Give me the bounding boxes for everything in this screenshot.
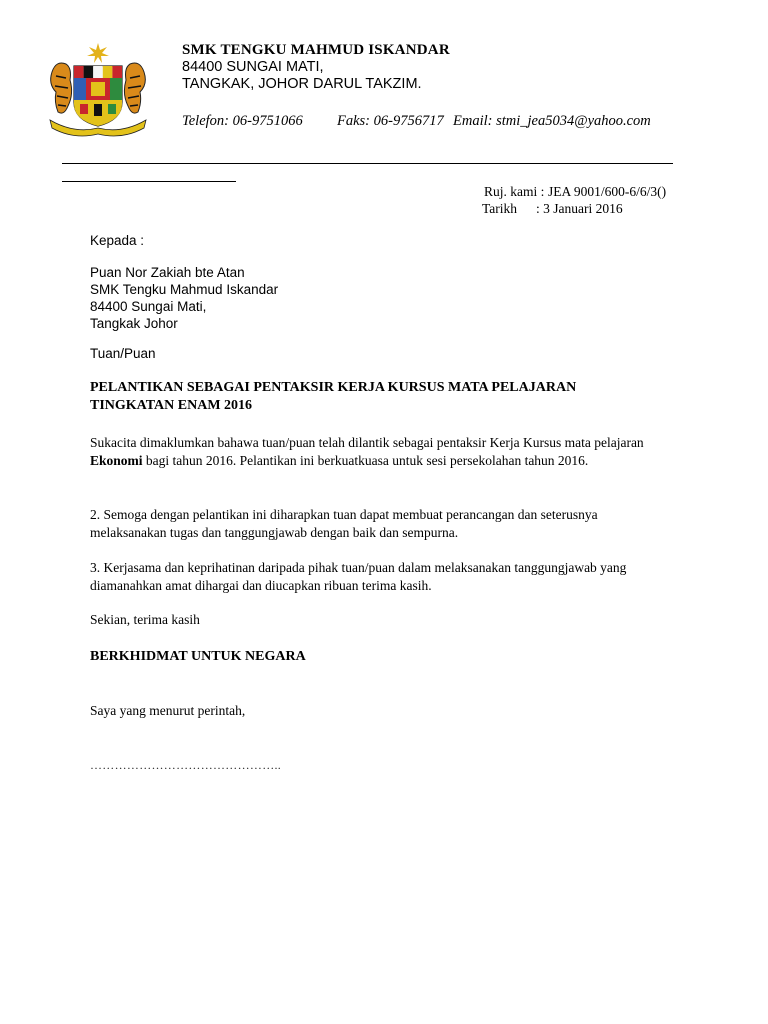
recipient-address-line-1: 84400 Sungai Mati,: [90, 299, 207, 314]
recipient-address-line-2: Tangkak Johor: [90, 316, 178, 331]
school-name: SMK TENGKU MAHMUD ISKANDAR: [182, 42, 450, 58]
paragraph-1-text-end: bagi tahun 2016. Pelantikan ini berkuatkuasa untuk sesi persekolahan tahun 2016.: [142, 453, 589, 468]
coat-of-arms-logo: [44, 42, 152, 138]
school-address-line-1: 84400 SUNGAI MATI,: [182, 59, 324, 75]
paragraph-1-text-start: Sukacita dimaklumkan bahawa tuan/puan telah dilantik sebagai pentaksir Kerja Kursus mata pelajaran: [90, 435, 644, 450]
date-row: [484, 200, 666, 217]
recipient-address: [90, 264, 278, 332]
body-paragraph-3: 3. Kerjasama dan keprihatinan daripada pihak tuan/puan dalam melaksanakan tanggungjawab yang diamanahkan amat dihargai dan diucapkan ribuan terima kasih.: [90, 560, 627, 593]
recipient-name: Puan Nor Zakiah bte Atan: [90, 265, 245, 280]
body-paragraph-2: 2. Semoga dengan pelantikan ini diharapkan tuan dapat membuat perancangan dan seterusnya melaksanakan tugas dan tanggungjawab dengan baik dan sempurna.: [90, 507, 598, 540]
recipient-organization: SMK Tengku Mahmud Iskandar: [90, 282, 279, 297]
school-address-line-2: TANGKAK, JOHOR DARUL TAKZIM.: [182, 76, 422, 92]
subject-name-ekonomi: Ekonomi: [90, 453, 143, 468]
fax-number: Faks: 06-9756717: [337, 113, 444, 129]
body-paragraph-1: [90, 434, 662, 470]
reference-number: JEA 9001/600-6/6/3(): [548, 184, 667, 199]
email-address: Email: stmi_jea5034@yahoo.com: [453, 113, 651, 129]
telephone-number: Telefon: 06-9751066: [182, 113, 303, 129]
header-divider-short: [62, 181, 236, 182]
subject-line-1: PELANTIKAN SEBAGAI PENTAKSIR KERJA KURSUS MATA PELAJARAN: [90, 380, 577, 395]
school-header: [182, 42, 450, 93]
date-label: Tarikh: [482, 201, 518, 216]
letter-subject: [90, 379, 650, 415]
reference-block: [484, 183, 666, 217]
sign-off: Saya yang menurut perintah,: [90, 703, 246, 718]
reference-row: [484, 183, 666, 200]
salutation: Tuan/Puan: [90, 346, 156, 361]
signature-line: ………………………………………..: [90, 758, 282, 772]
date-value: : 3 Januari 2016: [536, 201, 623, 216]
subject-line-2: TINGKATAN ENAM 2016: [90, 398, 253, 413]
closing-remark: Sekian, terima kasih: [90, 612, 200, 627]
to-label: Kepada :: [90, 233, 145, 248]
reference-label: Ruj. kami :: [484, 184, 545, 199]
service-motto: BERKHIDMAT UNTUK NEGARA: [90, 649, 306, 664]
header-divider-long: [62, 163, 673, 164]
